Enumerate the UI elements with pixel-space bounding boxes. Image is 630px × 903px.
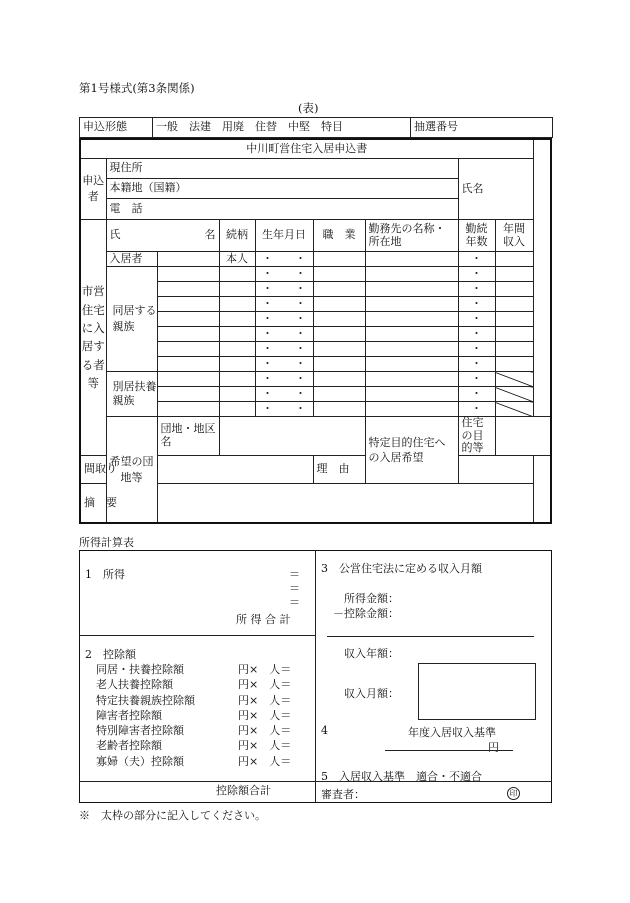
resident-name-field[interactable] xyxy=(157,402,219,417)
relation-field[interactable] xyxy=(219,372,255,387)
workplace-field[interactable] xyxy=(365,387,458,402)
occupation-field[interactable] xyxy=(313,372,365,387)
years-field[interactable]: ・ xyxy=(458,402,495,417)
years-field[interactable]: ・ xyxy=(458,312,495,327)
resident-name-field[interactable] xyxy=(157,387,219,402)
birthdate-field[interactable]: ・ ・ xyxy=(255,282,313,297)
layout-label: 間取り xyxy=(80,455,106,483)
front-side-label: (表) xyxy=(298,101,319,115)
birthdate-field[interactable]: ・ ・ xyxy=(255,402,313,417)
occupation-header: 職 業 xyxy=(313,220,365,252)
form-title: 中川町営住宅入居申込書 xyxy=(80,139,533,159)
cohabiting-label: 同居する親族 xyxy=(106,267,157,372)
application-type-label: 申込形態 xyxy=(80,118,153,138)
years-field[interactable]: ・ xyxy=(458,342,495,357)
income-section-title: 1 所得 xyxy=(85,568,125,581)
income-field[interactable] xyxy=(495,282,533,297)
lottery-number-label: 抽選番号 xyxy=(411,118,553,138)
applicant-name-label: 氏名 xyxy=(461,181,484,195)
income-field[interactable] xyxy=(495,297,533,312)
housing-purpose-field[interactable] xyxy=(495,417,551,456)
application-type-row xyxy=(79,117,553,138)
workplace-field[interactable] xyxy=(365,297,458,312)
workplace-field[interactable] xyxy=(365,282,458,297)
birthdate-field[interactable]: ・ ・ xyxy=(255,372,313,387)
residents-side-label: 市営住宅に入居する者等 xyxy=(80,220,106,456)
relation-field[interactable] xyxy=(219,312,255,327)
birthdate-field[interactable]: ・ ・ xyxy=(255,297,313,312)
deduction-row: 特別障害者控除額 円× 人＝ xyxy=(96,724,292,738)
relation-field[interactable] xyxy=(219,342,255,357)
monthly-income-box[interactable] xyxy=(418,663,536,720)
resident-name-field[interactable] xyxy=(157,372,219,387)
years-field[interactable]: ・ xyxy=(458,282,495,297)
years-employed-header: 勤続年数 xyxy=(458,220,495,252)
income-standard-label: 年度入居収入基準 xyxy=(408,726,496,739)
equals-sign: ＝ xyxy=(289,568,300,581)
relation-field[interactable] xyxy=(219,387,255,402)
area-label: 団地・地区名 xyxy=(157,417,219,456)
deduction-amount-label: －控除金額： xyxy=(333,607,399,620)
relation-field[interactable] xyxy=(219,267,255,282)
special-purpose-label: 特定目的住宅への入居希望 xyxy=(365,417,458,484)
income-calc-caption: 所得計算表 xyxy=(79,536,134,549)
income-field-crossed xyxy=(495,387,533,402)
divider xyxy=(79,635,315,636)
income-calc-divider xyxy=(315,550,316,803)
deduction-list xyxy=(96,661,301,768)
yen-label: 円 xyxy=(488,741,499,754)
deduction-section-title: 2 控除額 xyxy=(85,648,136,661)
deduction-row: 老齢者控除額 円× 人＝ xyxy=(96,739,292,753)
occupation-field[interactable] xyxy=(313,387,365,402)
form-number: 第1号様式(第3条関係) xyxy=(79,81,195,95)
name-header: 氏 名 xyxy=(106,220,219,252)
birthdate-field[interactable]: ・ ・ xyxy=(255,252,313,267)
birthdate-field[interactable]: ・ ・ xyxy=(255,387,313,402)
self-name-field[interactable] xyxy=(157,252,219,267)
instruction-note: ※ 太枠の部分に記入してください。 xyxy=(79,809,266,822)
birthdate-field[interactable]: ・ ・ xyxy=(255,327,313,342)
monthly-income-title: 3 公営住宅法に定める収入月額 xyxy=(321,562,482,575)
applicant-side-label: 申込者 xyxy=(80,159,106,220)
occupation-field[interactable] xyxy=(313,267,365,282)
annual-income-header: 年間収入 xyxy=(495,220,533,252)
deduction-row: 同居・扶養控除額 円× 人＝ xyxy=(96,663,292,676)
workplace-field[interactable] xyxy=(365,402,458,417)
section-4-number: 4 xyxy=(321,724,328,737)
self-relation: 本人 xyxy=(219,252,255,267)
birthdate-field[interactable]: ・ ・ xyxy=(255,342,313,357)
workplace-field[interactable] xyxy=(365,372,458,387)
income-field-crossed xyxy=(495,372,533,387)
workplace-header: 勤務先の名称・所在地 xyxy=(365,220,458,252)
years-field[interactable]: ・ xyxy=(458,297,495,312)
deduction-row: 特定扶養親族控除額 円× 人＝ xyxy=(96,693,292,707)
years-field[interactable]: ・ xyxy=(458,327,495,342)
resident-name-field[interactable] xyxy=(157,342,219,357)
annual-income-label: 収入年額： xyxy=(344,647,399,660)
workplace-field[interactable] xyxy=(365,357,458,372)
workplace-field[interactable] xyxy=(365,327,458,342)
workplace-field[interactable] xyxy=(365,342,458,357)
equals-sign: ＝ xyxy=(289,582,300,595)
monthly-income-label: 収入月額： xyxy=(344,687,399,700)
standard-underline xyxy=(385,750,513,751)
years-field[interactable]: ・ xyxy=(458,357,495,372)
resident-name-field[interactable] xyxy=(157,297,219,312)
occupation-field[interactable] xyxy=(313,402,365,417)
phone-field[interactable]: 電 話 xyxy=(106,199,458,220)
income-total-label: 所 得 合 計 xyxy=(236,613,291,626)
income-amount-label: 所得金額： xyxy=(344,592,399,605)
resident-name-field[interactable] xyxy=(157,282,219,297)
income-field[interactable] xyxy=(495,312,533,327)
examiner-label: 審査者： xyxy=(321,788,365,801)
relation-field[interactable] xyxy=(219,402,255,417)
application-type-options[interactable]: 一般 法建 用廃 住替 中堅 特目 xyxy=(153,118,411,138)
occupation-field[interactable] xyxy=(313,357,365,372)
relation-field[interactable] xyxy=(219,297,255,312)
income-field-crossed xyxy=(495,402,533,417)
current-address-field[interactable]: 現住所 xyxy=(106,159,458,179)
occupation-field[interactable] xyxy=(313,342,365,357)
years-field[interactable]: ・ xyxy=(458,372,495,387)
resident-name-field[interactable] xyxy=(157,357,219,372)
workplace-field[interactable] xyxy=(365,252,458,267)
applicant-name-field[interactable] xyxy=(458,159,533,220)
desired-housing-side-label: 希望の団地等 xyxy=(106,417,157,524)
income-field[interactable] xyxy=(495,267,533,282)
layout-field[interactable] xyxy=(157,455,313,483)
occupation-field[interactable] xyxy=(313,312,365,327)
relation-header: 続柄 xyxy=(219,220,255,252)
seal-icon: 印 xyxy=(507,786,520,800)
birthdate-header: 生年月日 xyxy=(255,220,313,252)
application-table xyxy=(79,138,552,524)
deduction-row: 障害者控除額 円× 人＝ xyxy=(96,708,292,722)
divider xyxy=(327,636,534,637)
income-field[interactable] xyxy=(495,342,533,357)
workplace-field[interactable] xyxy=(365,312,458,327)
resident-name-field[interactable] xyxy=(157,312,219,327)
equals-sign: ＝ xyxy=(289,596,300,609)
deduction-total-label: 控除額合計 xyxy=(216,784,271,797)
area-field[interactable] xyxy=(219,417,365,456)
reason-label: 理 由 xyxy=(313,455,365,483)
domicile-field[interactable]: 本籍地（国籍） xyxy=(106,179,458,199)
self-label: 入居者 xyxy=(106,252,157,267)
summary-field[interactable] xyxy=(157,483,533,523)
reason-field[interactable] xyxy=(458,455,533,483)
relation-field[interactable] xyxy=(219,282,255,297)
relation-field[interactable] xyxy=(219,327,255,342)
occupation-field[interactable] xyxy=(313,282,365,297)
resident-name-field[interactable] xyxy=(157,267,219,282)
years-field[interactable]: ・ xyxy=(458,387,495,402)
separate-dependents-label: 別居扶養親族 xyxy=(106,372,157,417)
workplace-field[interactable] xyxy=(365,267,458,282)
years-field[interactable]: ・ xyxy=(458,252,495,267)
birthdate-field[interactable]: ・ ・ xyxy=(255,312,313,327)
occupation-field[interactable] xyxy=(313,327,365,342)
resident-name-field[interactable] xyxy=(157,327,219,342)
deduction-row: 寡婦（夫）控除額 円× 人＝ xyxy=(96,754,292,768)
years-field[interactable]: ・ xyxy=(458,267,495,282)
occupation-field[interactable] xyxy=(313,297,365,312)
deduction-row: 老人扶養控除額 円× 人＝ xyxy=(96,678,292,692)
birthdate-field[interactable]: ・ ・ xyxy=(255,267,313,282)
eligibility-label[interactable]: 5 入居収入基準 適合・不適合 xyxy=(321,770,482,783)
occupation-field[interactable] xyxy=(313,252,365,267)
income-field[interactable] xyxy=(495,357,533,372)
housing-purpose-label: 住宅の目的等 xyxy=(458,417,495,456)
relation-field[interactable] xyxy=(219,357,255,372)
income-field[interactable] xyxy=(495,327,533,342)
income-field[interactable] xyxy=(495,252,533,267)
summary-label: 摘 要 xyxy=(80,483,106,523)
birthdate-field[interactable]: ・ ・ xyxy=(255,357,313,372)
